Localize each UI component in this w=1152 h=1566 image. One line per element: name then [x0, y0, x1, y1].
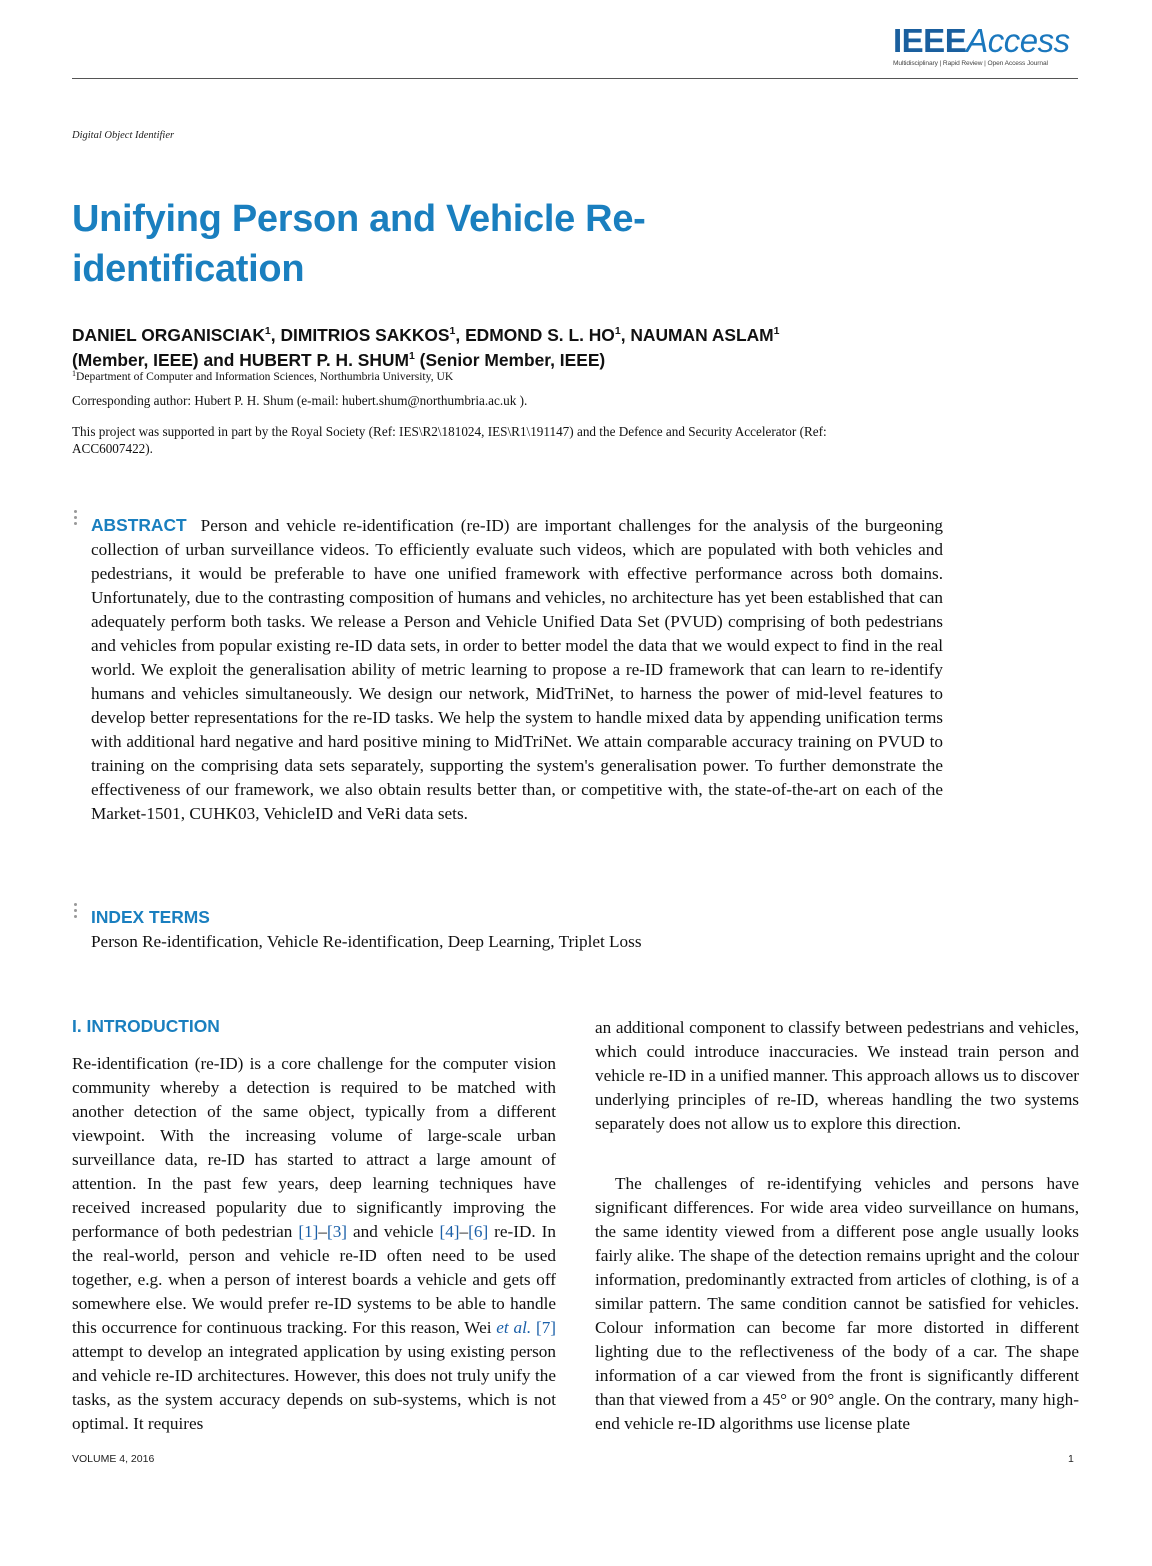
header-divider [72, 78, 1078, 79]
author-name: NAUMAN ASLAM [630, 325, 774, 345]
body-column-left: Re-identification (re-ID) is a core challenge for the computer vision community whereby a detection is required to be matched with another detection of the same object, typically from a different viewpoint. With the increasing volume of large-scale urban surveillance data, re-ID has started to attract a large amount of attention. In the past few years, deep learning techniques have received increased popularity due to significantly improving the performance of both pedestrian [1]–[3] and vehicle [4]–[6] re-ID. In the real-world, person and vehicle re-ID often need to be used together, e.g. when a person of interest boards a vehicle and gets off somewhere else. We would prefer re-ID systems to be able to handle this occurrence for continuous tracking. For this reason, Wei et al. [7] attempt to develop an integrated application by using existing person and vehicle re-ID architectures. However, this does not truly unify the tasks, as the system accuracy depends on sub-systems, which is not optimal. It requires [72, 1054, 557, 1433]
affiliation-mark: 1 [773, 325, 780, 337]
logo-access-text: Access [966, 22, 1070, 59]
funding-note: This project was supported in part by the Royal Society (Ref: IES\R2\181024, IES\R1\191147) and the Defence and Security Accelerator (Ref: ACC6007422). [72, 424, 827, 456]
logo-ieee-text: IEEE [893, 22, 967, 59]
affiliation-mark: 1 [408, 350, 415, 362]
affiliation: $^1$Department of Computer and Information Sciences, Northumbria University, UK [72, 369, 454, 383]
citation-link[interactable]: [6] [468, 1222, 489, 1241]
section-marker-icon [74, 510, 78, 528]
section-marker-icon [74, 903, 78, 921]
author-name: DANIEL ORGANISCIAK [72, 325, 265, 345]
paper-title: Unifying Person and Vehicle Re-identification [72, 198, 646, 290]
citation-link[interactable]: et al. [496, 1318, 532, 1337]
affiliation-mark: 1 [449, 325, 456, 337]
volume-label: VOLUME 4, 2016 [72, 1453, 155, 1465]
abstract-text: Person and vehicle re-identification (re-ID) are important challenges for the analysis of the burgeoning collection of urban surveillance videos. To efficiently evaluate such videos, which are populated with both vehicles and pedestrians, it would be preferable to have one unified framework with effective performance across both domains. Unfortunately, due to the contrasting composition of humans and vehicles, no architecture has yet been established that can adequately perform both tasks. We release a Person and Vehicle Unified Data Set (PVUD) comprising of both pedestrians and vehicles from popular existing re-ID data sets, in order to better model the data that we would expect to find in the real world. We exploit the generalisation ability of metric learning to propose a re-ID framework that can learn to re-identify humans and vehicles simultaneously. We design our network, MidTriNet, to harness the power of mid-level features to develop better representations for the re-ID tasks. We help the system to handle mixed data by appending unification terms with additional hard negative and hard positive mining to MidTriNet. We attain comparable accuracy training on PVUD to training on the comprising data sets separately, supporting the system's generalisation power. To further demonstrate the effectiveness of our framework, we also obtain results better than, or competitive with, the state-of-the-art on each of the Market-1501, CUHK03, VehicleID and VeRi data sets. [91, 516, 943, 823]
corresponding-author: Corresponding author: Hubert P. H. Shum (e-mail: hubert.shum@northumbria.ac.uk ). [72, 393, 528, 408]
abstract [91, 513, 943, 826]
citation-link[interactable]: [3] [326, 1222, 348, 1241]
author-name: EDMOND S. L. HO [465, 325, 615, 345]
affiliation-mark: 1 [614, 325, 621, 337]
ieee-access-logo [893, 24, 1073, 72]
citation-link[interactable]: [1] [298, 1222, 319, 1241]
author-name: HUBERT P. H. SHUM [239, 350, 409, 370]
author-name: DIMITRIOS SAKKOS [280, 325, 450, 345]
member-note: (Member, IEEE) [72, 350, 199, 370]
body-column-right-paragraph: an additional component to classify between pedestrians and vehicles, which could introduce inaccuracies. We instead train person and vehicle re-ID in a unified manner. This approach allows us to discover underlying principles of re-ID, whereas handling the two systems separately does not allow us to explore this direction. [595, 1018, 1079, 1133]
index-terms-text: Person Re-identification, Vehicle Re-identification, Deep Learning, Triplet Loss [91, 932, 642, 951]
section-heading: I. INTRODUCTION [72, 1016, 220, 1036]
member-note: (Senior Member, IEEE) [419, 350, 606, 370]
doi-label: Digital Object Identifier [72, 130, 175, 141]
index-terms-heading: INDEX TERMS [91, 907, 210, 927]
author-list: DANIEL ORGANISCIAK$^1$, DIMITRIOS SAKKOS$^1$, EDMOND S. L. $HO^1$, NAUMAN ASLAM$^1$ (Member, IEEE) and HUBERT P. H. SHUM$^1$ (Senior Member, IEEE) [72, 325, 780, 370]
affiliation-mark: 1 [264, 325, 271, 337]
citation-link[interactable]: [7] [535, 1318, 557, 1337]
abstract-heading: ABSTRACT [91, 515, 187, 535]
citation-link[interactable]: [4] [439, 1222, 460, 1241]
page-number: 1 [1068, 1453, 1074, 1465]
logo-tagline: Multidisciplinary | Rapid Review | Open Access Journal [893, 60, 1048, 67]
body-column-right-paragraph: The challenges of re-identifying vehicles and persons have significant differences. For wide area video surveillance on humans, the same identity viewed from a different pose angle usually looks fairly alike. The shape of the detection remains upright and the colour information, predominantly extracted from articles of clothing, is of a similar pattern. The same condition cannot be satisfied for vehicles. Colour information can become far more distorted in different lighting due to the reflectiveness of the body of a car. The shape information of a car viewed from the front is significantly different than that viewed from a 45° or 90° angle. On the contrary, many high-end vehicle re-ID algorithms use license plate [595, 1174, 1079, 1433]
